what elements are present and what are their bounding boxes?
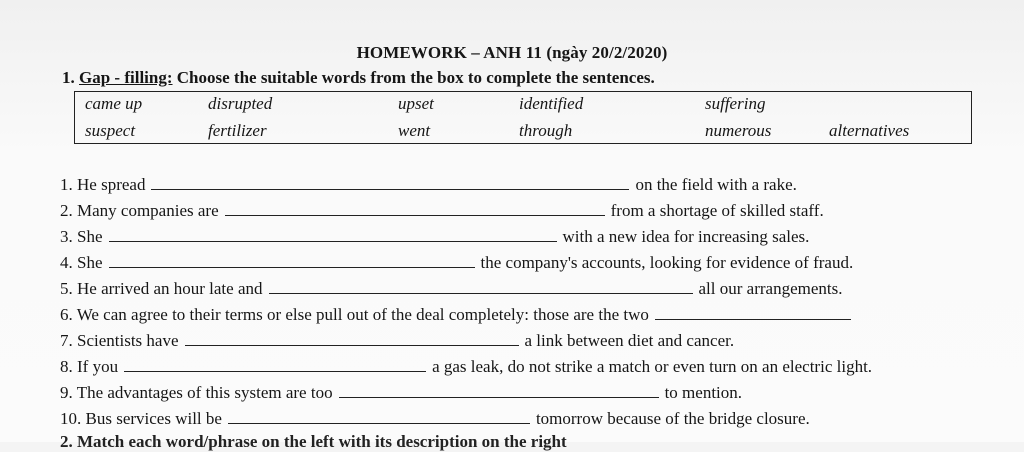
answer-blank[interactable] — [225, 200, 605, 216]
sentence-row — [60, 303, 857, 327]
next-section-heading-cutoff: 2. Match each word/phrase on the left with its description on the right — [60, 432, 567, 451]
sentence-before: He arrived an hour late and — [77, 279, 263, 298]
sentence-after: the company's accounts, looking for evidence of fraud. — [480, 253, 854, 272]
answer-blank[interactable] — [151, 174, 629, 190]
sentence-row — [60, 251, 853, 275]
answer-blank[interactable] — [339, 382, 659, 398]
section-1-instruction — [62, 68, 655, 88]
word-box — [74, 91, 972, 144]
sentence-row — [60, 355, 872, 379]
sentence-number: 1. — [60, 175, 73, 194]
answer-blank[interactable] — [185, 330, 519, 346]
sentence-before: Bus services will be — [85, 409, 222, 428]
sentence-after: on the field with a rake. — [635, 175, 797, 194]
sentence-before: He spread — [77, 175, 146, 194]
sentence-after: all our arrangements. — [698, 279, 843, 298]
sentence-row — [60, 277, 842, 301]
sentence-before: The advantages of this system are too — [76, 383, 333, 402]
word-item: through — [519, 121, 573, 140]
answer-blank[interactable] — [269, 278, 693, 294]
sentence-before: She — [77, 227, 103, 246]
word-item: identified — [519, 94, 584, 113]
word-item: went — [398, 121, 431, 140]
sentence-number: 2. — [60, 201, 73, 220]
sentence-number: 7. — [60, 331, 73, 350]
sentence-after: a gas leak, do not strike a match or even turn on an electric light. — [432, 357, 873, 376]
section-instruction-text: Choose the suitable words from the box to complete the sentences. — [172, 68, 655, 87]
sentence-after: to mention. — [664, 383, 743, 402]
sentence-before: Scientists have — [77, 331, 179, 350]
sentence-after: a link between diet and cancer. — [524, 331, 735, 350]
sentence-after: from a shortage of skilled staff. — [610, 201, 824, 220]
word-item: fertilizer — [208, 121, 267, 140]
sentence-after: with a new idea for increasing sales. — [562, 227, 810, 246]
sentence-row — [60, 381, 742, 405]
sentence-row — [60, 225, 809, 249]
sentence-number: 8. — [60, 357, 73, 376]
page-title: HOMEWORK – ANH 11 (ngày 20/2/2020) — [356, 43, 668, 62]
sentence-row — [60, 329, 734, 353]
answer-blank[interactable] — [228, 408, 530, 424]
word-item: suffering — [705, 94, 766, 113]
answer-blank[interactable] — [655, 304, 851, 320]
sentence-before: If you — [77, 357, 119, 376]
word-item: came up — [85, 94, 143, 113]
sentence-row — [60, 407, 810, 431]
sentence-before: She — [77, 253, 103, 272]
answer-blank[interactable] — [109, 226, 557, 242]
sentence-after: tomorrow because of the bridge closure. — [535, 409, 810, 428]
answer-blank[interactable] — [109, 252, 475, 268]
sentence-row — [60, 173, 797, 197]
word-item: numerous — [705, 121, 772, 140]
sentence-row — [60, 199, 824, 223]
word-item: alternatives — [829, 121, 910, 140]
sentence-number: 10. — [60, 409, 82, 428]
sentence-number: 5. — [60, 279, 73, 298]
section-number: 1. — [62, 68, 75, 87]
sentence-number: 4. — [60, 253, 73, 272]
sentence-before: Many companies are — [77, 201, 219, 220]
sentence-before: We can agree to their terms or else pull out of the deal completely: those are the two — [76, 305, 649, 324]
word-item: suspect — [85, 121, 136, 140]
sentence-number: 9. — [60, 383, 73, 402]
answer-blank[interactable] — [124, 356, 426, 372]
section-heading: Gap - filling: — [79, 68, 173, 87]
word-item: disrupted — [208, 94, 273, 113]
word-item: upset — [398, 94, 434, 113]
sentence-number: 6. — [60, 305, 73, 324]
sentence-number: 3. — [60, 227, 73, 246]
